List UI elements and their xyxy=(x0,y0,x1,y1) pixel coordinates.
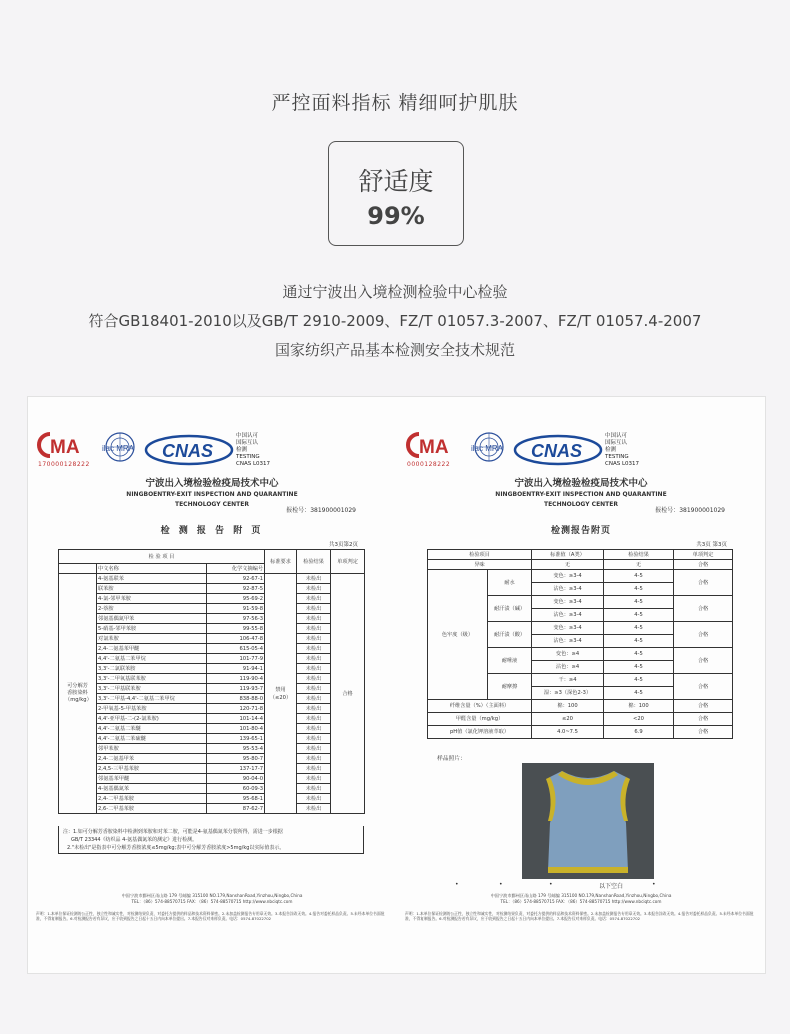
lab-name: 宁波出入境检验检疫局技术中心 NINGBOENTRY-EXIT INSPECTION AND QUARANTINE TECHNOLOGY CENTER xyxy=(126,478,298,508)
vest-sample-photo xyxy=(522,763,654,879)
table-cell: 106-47-8 xyxy=(207,634,265,644)
table-cell: 合格 xyxy=(674,700,733,713)
table-cell: 合格 xyxy=(674,674,733,700)
badge-value: 99% xyxy=(367,202,425,230)
table-cell: 联苯胺 xyxy=(97,584,207,594)
table-cell: 沾色：≥4 xyxy=(532,661,604,674)
table-cell: 未检出 xyxy=(297,704,331,714)
table-cell: 4-氨基偶氮苯 xyxy=(97,784,207,794)
test-report-scan xyxy=(27,396,766,974)
table-cell: 耐汗渍（碱） xyxy=(488,596,532,622)
table-header-row xyxy=(59,550,365,564)
table-cell: 禁用（≤20） xyxy=(265,574,297,814)
table-cell: 未检出 xyxy=(297,734,331,744)
table-row xyxy=(59,794,365,804)
table-cell: 92-67-1 xyxy=(207,574,265,584)
table-row xyxy=(59,764,365,774)
footer-address: 中国宁波市鄞州区甬山路 179 号邮编 315100 NO.179,NanshanRoad,Yinzhou,Ningbo,China TEL：（86）574-88570715 FAX：（86）574-88570715 http://www.nbciqtc.com xyxy=(490,893,672,904)
table-cell: 未检出 xyxy=(297,674,331,684)
svg-text:CNAS: CNAS xyxy=(162,441,214,461)
table-cell: 60-09-3 xyxy=(207,784,265,794)
table-row xyxy=(59,774,365,784)
table-row xyxy=(59,574,365,584)
report-number: 报检号：381900001029 xyxy=(655,507,725,514)
table-cell: 2,4-二甲基苯胺 xyxy=(97,794,207,804)
table-row xyxy=(59,644,365,654)
table-cell: 95-53-4 xyxy=(207,744,265,754)
table-cell: 无 xyxy=(532,560,604,570)
table-cell: 未检出 xyxy=(297,664,331,674)
amine-dye-table xyxy=(58,549,365,814)
logo-strip xyxy=(36,431,386,471)
cnas-logo-icon xyxy=(144,434,234,466)
table-cell: 615-05-4 xyxy=(207,644,265,654)
table-cell: 合格 xyxy=(674,622,733,648)
table-row xyxy=(59,804,365,814)
table-row xyxy=(428,560,733,570)
table-cell: 标准要求 xyxy=(265,550,297,574)
table-cell: 4-5 xyxy=(604,609,674,622)
table-cell: 4.0~7.5 xyxy=(532,726,604,739)
table-header-row xyxy=(428,550,733,560)
cma-logo-icon xyxy=(405,431,463,459)
svg-text:MA: MA xyxy=(419,437,449,458)
table-cell: 4-5 xyxy=(604,687,674,700)
ilac-mra-logo-icon xyxy=(467,431,511,467)
table-cell: 未检出 xyxy=(297,754,331,764)
table-cell: 合格 xyxy=(674,648,733,674)
table-row xyxy=(59,604,365,614)
table-cell: 邻氨基苯甲醚 xyxy=(97,774,207,784)
table-cell: 2-萘胺 xyxy=(97,604,207,614)
table-cell: 未检出 xyxy=(297,784,331,794)
table-cell: 95-80-7 xyxy=(207,754,265,764)
table-cell: 检验结果 xyxy=(297,550,331,574)
table-cell: 91-59-8 xyxy=(207,604,265,614)
table-cell: 纤维含量（%）（主面料） xyxy=(428,700,532,713)
report-number: 报检号：381900001029 xyxy=(286,507,356,514)
table-cell: 沾色：≥3-4 xyxy=(532,635,604,648)
table-cell: 单项判定 xyxy=(331,550,365,574)
table-cell: 119-90-4 xyxy=(207,674,265,684)
table-cell: 92-87-5 xyxy=(207,584,265,594)
cma-number: 0000128222 xyxy=(407,461,451,468)
table-cell: 95-69-2 xyxy=(207,594,265,604)
table-cell: 合格 xyxy=(674,560,733,570)
svg-text:ilac MRA: ilac MRA xyxy=(471,444,504,453)
table-cell: 检验项目 xyxy=(428,550,532,560)
table-row xyxy=(59,694,365,704)
table-cell: 色牢度（级） xyxy=(428,570,488,700)
table-cell: 5-硝基-邻甲苯胺 xyxy=(97,624,207,634)
table-notes: 注：1.如可分解芳香胺染料中检测到苯胺和对苯二胺，可能是4-氨基偶氮苯分裂所得，需进一步根据 GB/T 23344《纺织品 4-氨基偶氮苯的测定》进行检测。 2."未检出"是指表中可分解芳香胺浓度≤5mg/kg;表中可分解芳香胺浓度>5mg/kg以实际值表示。 xyxy=(58,826,364,854)
table-cell: 97-56-3 xyxy=(207,614,265,624)
table-cell: 3,3'-二氯联苯胺 xyxy=(97,664,207,674)
table-cell: 合格 xyxy=(331,574,365,814)
table-cell: 单项判定 xyxy=(674,550,733,560)
table-row xyxy=(59,634,365,644)
table-row xyxy=(59,654,365,664)
report-page-2 xyxy=(28,397,396,973)
table-cell: 对氯苯胺 xyxy=(97,634,207,644)
cert-line: 通过宁波出入境检测检验中心检验 xyxy=(282,283,508,301)
table-cell: 4-5 xyxy=(604,648,674,661)
table-cell: 2,4-二氨基甲苯 xyxy=(97,754,207,764)
table-cell: 4-5 xyxy=(604,570,674,583)
table-cell: 耐唾液 xyxy=(488,648,532,674)
table-cell: 未检出 xyxy=(297,744,331,754)
table-cell: 棉：100 xyxy=(604,700,674,713)
table-cell: 3,3'-二甲基-4,4'-二氨基二苯甲烷 xyxy=(97,694,207,704)
ilac-mra-logo-icon xyxy=(98,431,142,467)
accreditation-note: 中国认可 国际互认 检测 TESTING CNAS L0317 xyxy=(236,433,271,467)
table-row xyxy=(59,754,365,764)
table-cell: 99-55-8 xyxy=(207,624,265,634)
table-cell: 湿：≥3（深色2-3） xyxy=(532,687,604,700)
table-cell: 无 xyxy=(604,560,674,570)
table-cell: 4,4'-二氨基二苯甲烷 xyxy=(97,654,207,664)
table-row xyxy=(59,594,365,604)
table-cell: 2-甲氧基-5-甲基苯胺 xyxy=(97,704,207,714)
svg-text:ilac MRA: ilac MRA xyxy=(102,444,135,453)
table-cell: 未检出 xyxy=(297,774,331,784)
table-cell: 检验结果 xyxy=(604,550,674,560)
cnas-logo-icon xyxy=(513,434,603,466)
table-cell: 未检出 xyxy=(297,574,331,584)
table-cell: 未检出 xyxy=(297,644,331,654)
table-cell: 137-17-7 xyxy=(207,764,265,774)
page-number: 共3页第2页 xyxy=(329,542,358,548)
table-cell: 95-68-1 xyxy=(207,794,265,804)
table-cell: 2,4-二氨基苯甲醚 xyxy=(97,644,207,654)
table-cell: 沾色：≥3-4 xyxy=(532,609,604,622)
table-cell: 耐水 xyxy=(488,570,532,596)
table-cell: 3,3'-二甲氧基联苯胺 xyxy=(97,674,207,684)
table-cell: 合格 xyxy=(674,726,733,739)
table-row xyxy=(59,724,365,734)
table-row xyxy=(428,570,733,583)
table-cell: 101-14-4 xyxy=(207,714,265,724)
table-cell: 标准值（A类） xyxy=(532,550,604,560)
table-cell: 139-65-1 xyxy=(207,734,265,744)
table-cell: 90-04-0 xyxy=(207,774,265,784)
footer-address: 中国宁波市鄞州区甬山路 179 号邮编 315100 NO.179,NanshanRoad,Yinzhou,Ningbo,China TEL：（86）574-88570715 FAX：（86）574-88570715 http://www.nbciqtc.com xyxy=(121,893,303,904)
table-cell: ≤20 xyxy=(532,713,604,726)
cert-line: 符合GB18401-2010以及GB/T 2910-2009、FZ/T 01057.3-2007、FZ/T 01057.4-2007 xyxy=(88,312,702,330)
logo-strip xyxy=(405,431,755,471)
badge-label: 舒适度 xyxy=(358,167,434,196)
table-row xyxy=(59,684,365,694)
table-cell: 未检出 xyxy=(297,614,331,624)
table-cell: 中文名称 xyxy=(97,564,207,574)
table-cell: 4-氯-邻甲苯胺 xyxy=(97,594,207,604)
lab-name: 宁波出入境检验检疫局技术中心 NINGBOENTRY-EXIT INSPECTION AND QUARANTINE TECHNOLOGY CENTER xyxy=(495,478,667,508)
table-row xyxy=(428,700,733,713)
table-cell: 可分解芳香胺染料（mg/kg） xyxy=(59,574,97,814)
table-cell: 耐汗渍（酸） xyxy=(488,622,532,648)
table-cell: 120-71-8 xyxy=(207,704,265,714)
table-row xyxy=(59,714,365,724)
table-cell: 4-5 xyxy=(604,596,674,609)
table-row xyxy=(59,734,365,744)
headline: 严控面料指标 精细呵护肌肤 xyxy=(271,92,519,114)
disclaimer: 声明：1.本单位保证检测的公正性，独立性和诚实性，对检测结果负责，对委托方提供的样品和技术资料保密。2.未加盖检测报告专用章无效。3.本报告涂改无效。4.报告对委托样品负责。5.未经本单位书面批准，不得复制报告。6.对检测报告若有异议，应于收到报告之日起十五日内向本单位提出。7.本报告仅对来样负责。电话：0574-87022702 xyxy=(405,911,754,922)
sample-photo-label: 样品照片： xyxy=(437,756,466,762)
table-cell: 未检出 xyxy=(297,724,331,734)
comfort-badge xyxy=(328,141,464,246)
table-cell: 甲醛含量（mg/kg） xyxy=(428,713,532,726)
cma-logo-icon xyxy=(36,431,94,459)
table-row xyxy=(59,584,365,594)
table-cell: 沾色：≥3-4 xyxy=(532,583,604,596)
table-cell: 棉：100 xyxy=(532,700,604,713)
table-cell: 2,4,5-三甲基苯胺 xyxy=(97,764,207,774)
table-cell: 邻甲苯胺 xyxy=(97,744,207,754)
accreditation-note: 中国认可 国际互认 检测 TESTING CNAS L0317 xyxy=(605,433,640,467)
table-cell: 未检出 xyxy=(297,804,331,814)
table-row xyxy=(59,614,365,624)
table-cell: pH值（氯化钾溶液萃取） xyxy=(428,726,532,739)
report-title: 检测报告附页 xyxy=(550,526,611,536)
table-cell: 4-5 xyxy=(604,622,674,635)
svg-text:MA: MA xyxy=(50,437,80,458)
table-cell: 化学文摘编号 xyxy=(207,564,265,574)
table-cell: 91-94-1 xyxy=(207,664,265,674)
table-row xyxy=(59,704,365,714)
table-cell: 119-93-7 xyxy=(207,684,265,694)
table-row xyxy=(428,726,733,739)
table-cell: 未检出 xyxy=(297,654,331,664)
table-row xyxy=(59,744,365,754)
table-cell: 干：≥4 xyxy=(532,674,604,687)
table-cell: 4-5 xyxy=(604,583,674,596)
table-row xyxy=(59,624,365,634)
table-row xyxy=(59,664,365,674)
table-cell: 合格 xyxy=(674,713,733,726)
table-cell: 未检出 xyxy=(297,764,331,774)
table-cell: 未检出 xyxy=(297,794,331,804)
table-cell: 6.9 xyxy=(604,726,674,739)
table-cell: 4-5 xyxy=(604,674,674,687)
disclaimer: 声明：1.本单位保证检测的公正性，独立性和诚实性，对检测结果负责，对委托方提供的样品和技术资料保密。2.未加盖检测报告专用章无效。3.本报告涂改无效。4.报告对委托样品负责。5.未经本单位书面批准，不得复制报告。6.对检测报告若有异议，应于收到报告之日起十五日内向本单位提出。7.本报告仅对来样负责。电话：0574-87022702 xyxy=(36,911,385,922)
table-cell: <20 xyxy=(604,713,674,726)
table-cell: 未检出 xyxy=(297,634,331,644)
table-cell: 耐摩擦 xyxy=(488,674,532,700)
report-page-3: MA 0000128222 ilac MRA CNAS 中国认可 国际互认 检测 TESTING CNAS L0317 宁波出入境检验检疫局技术中心 NINGBOENTRY-EXIT INSPECTION AND QUARANTINE TECHNOLOGY CENTER 报检号：381900001029 检测报告附页 共3页 第3页 检验项目 标准值（A类） 检验结果 单项判定 异味 无 无 合格 色牢度（级） 耐水 变色：≥3-4 4-5 合格 沾色：≥3-4 4-5 耐汗渍（碱） 变色：≥3-4 4-5 合格 沾色：≥3-4 4-5 耐汗渍（酸） 变色：≥3-4 4-5 合格 沾色：≥3-4 4-5 耐唾液 变色：≥4 4-5 合格 沾色：≥4 4-5 耐摩擦 干：≥4 4-5 合格 湿：≥3（深色2-3） 4-5 纤维含量（%）（主面料） 棉：100 棉：100 合格 甲醛含量（mg/kg） ≤20 <20 合格 pH值（氯化钾溶液萃取） 4.0~7.5 6.9 合格 样品照片： • • • 以下空白 • 中国宁波市鄞州区甬山路 179 号邮编 315100 NO.179,NanshanRoad,Yinzhou,Ningbo,China TEL：（86）574-88570715 FAX：（86）574-88570715 http://www.nbciqtc.com 声明：1.本单位保证检测的公正性，独立性和诚实性，对检测结果负责，对委托方提供的样品和技术资料保密。2.未加盖检测报告专用章无效。3.本报告涂改无效。4.报告对委托样品负责。5.未经本单位书面批准，不得复制报告。6.对检测报告若有异议，应于收到报告之日起十五日内向本单位提出。7.本报告仅对来样负责。电话：0574-87022702 xyxy=(397,397,765,973)
cert-line: 国家纺织产品基本检测安全技术规范 xyxy=(274,341,515,359)
table-cell: 未检出 xyxy=(297,604,331,614)
table-row xyxy=(59,784,365,794)
certification-text xyxy=(0,278,790,365)
svg-text:CNAS: CNAS xyxy=(531,441,583,461)
table-row xyxy=(59,674,365,684)
table-cell: 未检出 xyxy=(297,684,331,694)
report-title: 检 测 报 告 附 页 xyxy=(160,526,264,536)
table-cell: 4-5 xyxy=(604,635,674,648)
table-cell: 3,3'-二甲基联苯胺 xyxy=(97,684,207,694)
table-cell: 838-88-0 xyxy=(207,694,265,704)
table-cell: 未检出 xyxy=(297,624,331,634)
table-cell: 合格 xyxy=(674,596,733,622)
table-cell: 2,6-二甲基苯胺 xyxy=(97,804,207,814)
table-cell: 异味 xyxy=(428,560,532,570)
table-row xyxy=(428,713,733,726)
table-cell: 检 验 项 目 xyxy=(59,550,265,564)
table-cell xyxy=(59,564,97,574)
table-cell: 变色：≥4 xyxy=(532,648,604,661)
table-cell: 未检出 xyxy=(297,594,331,604)
table-cell: 未检出 xyxy=(297,694,331,704)
table-cell: 变色：≥3-4 xyxy=(532,570,604,583)
table-cell: 未检出 xyxy=(297,714,331,724)
table-cell: 邻氨基偶氮甲苯 xyxy=(97,614,207,624)
table-cell: 101-80-4 xyxy=(207,724,265,734)
table-cell: 未检出 xyxy=(297,584,331,594)
table-cell: 4,4'-亚甲基-二-(2-氯苯胺) xyxy=(97,714,207,724)
table-cell: 4-氨基联苯 xyxy=(97,574,207,584)
colorfastness-table xyxy=(427,549,733,739)
table-cell: 87-62-7 xyxy=(207,804,265,814)
table-cell: 合格 xyxy=(674,570,733,596)
page-number: 共3页 第3页 xyxy=(696,542,727,548)
table-cell: 101-77-9 xyxy=(207,654,265,664)
table-cell: 4,4'-二氨基二苯醚 xyxy=(97,724,207,734)
table-cell: 变色：≥3-4 xyxy=(532,596,604,609)
table-cell: 4,4'-二氨基二苯硫醚 xyxy=(97,734,207,744)
table-cell: 4-5 xyxy=(604,661,674,674)
table-cell: 变色：≥3-4 xyxy=(532,622,604,635)
cma-number: 170000128222 xyxy=(38,461,90,468)
